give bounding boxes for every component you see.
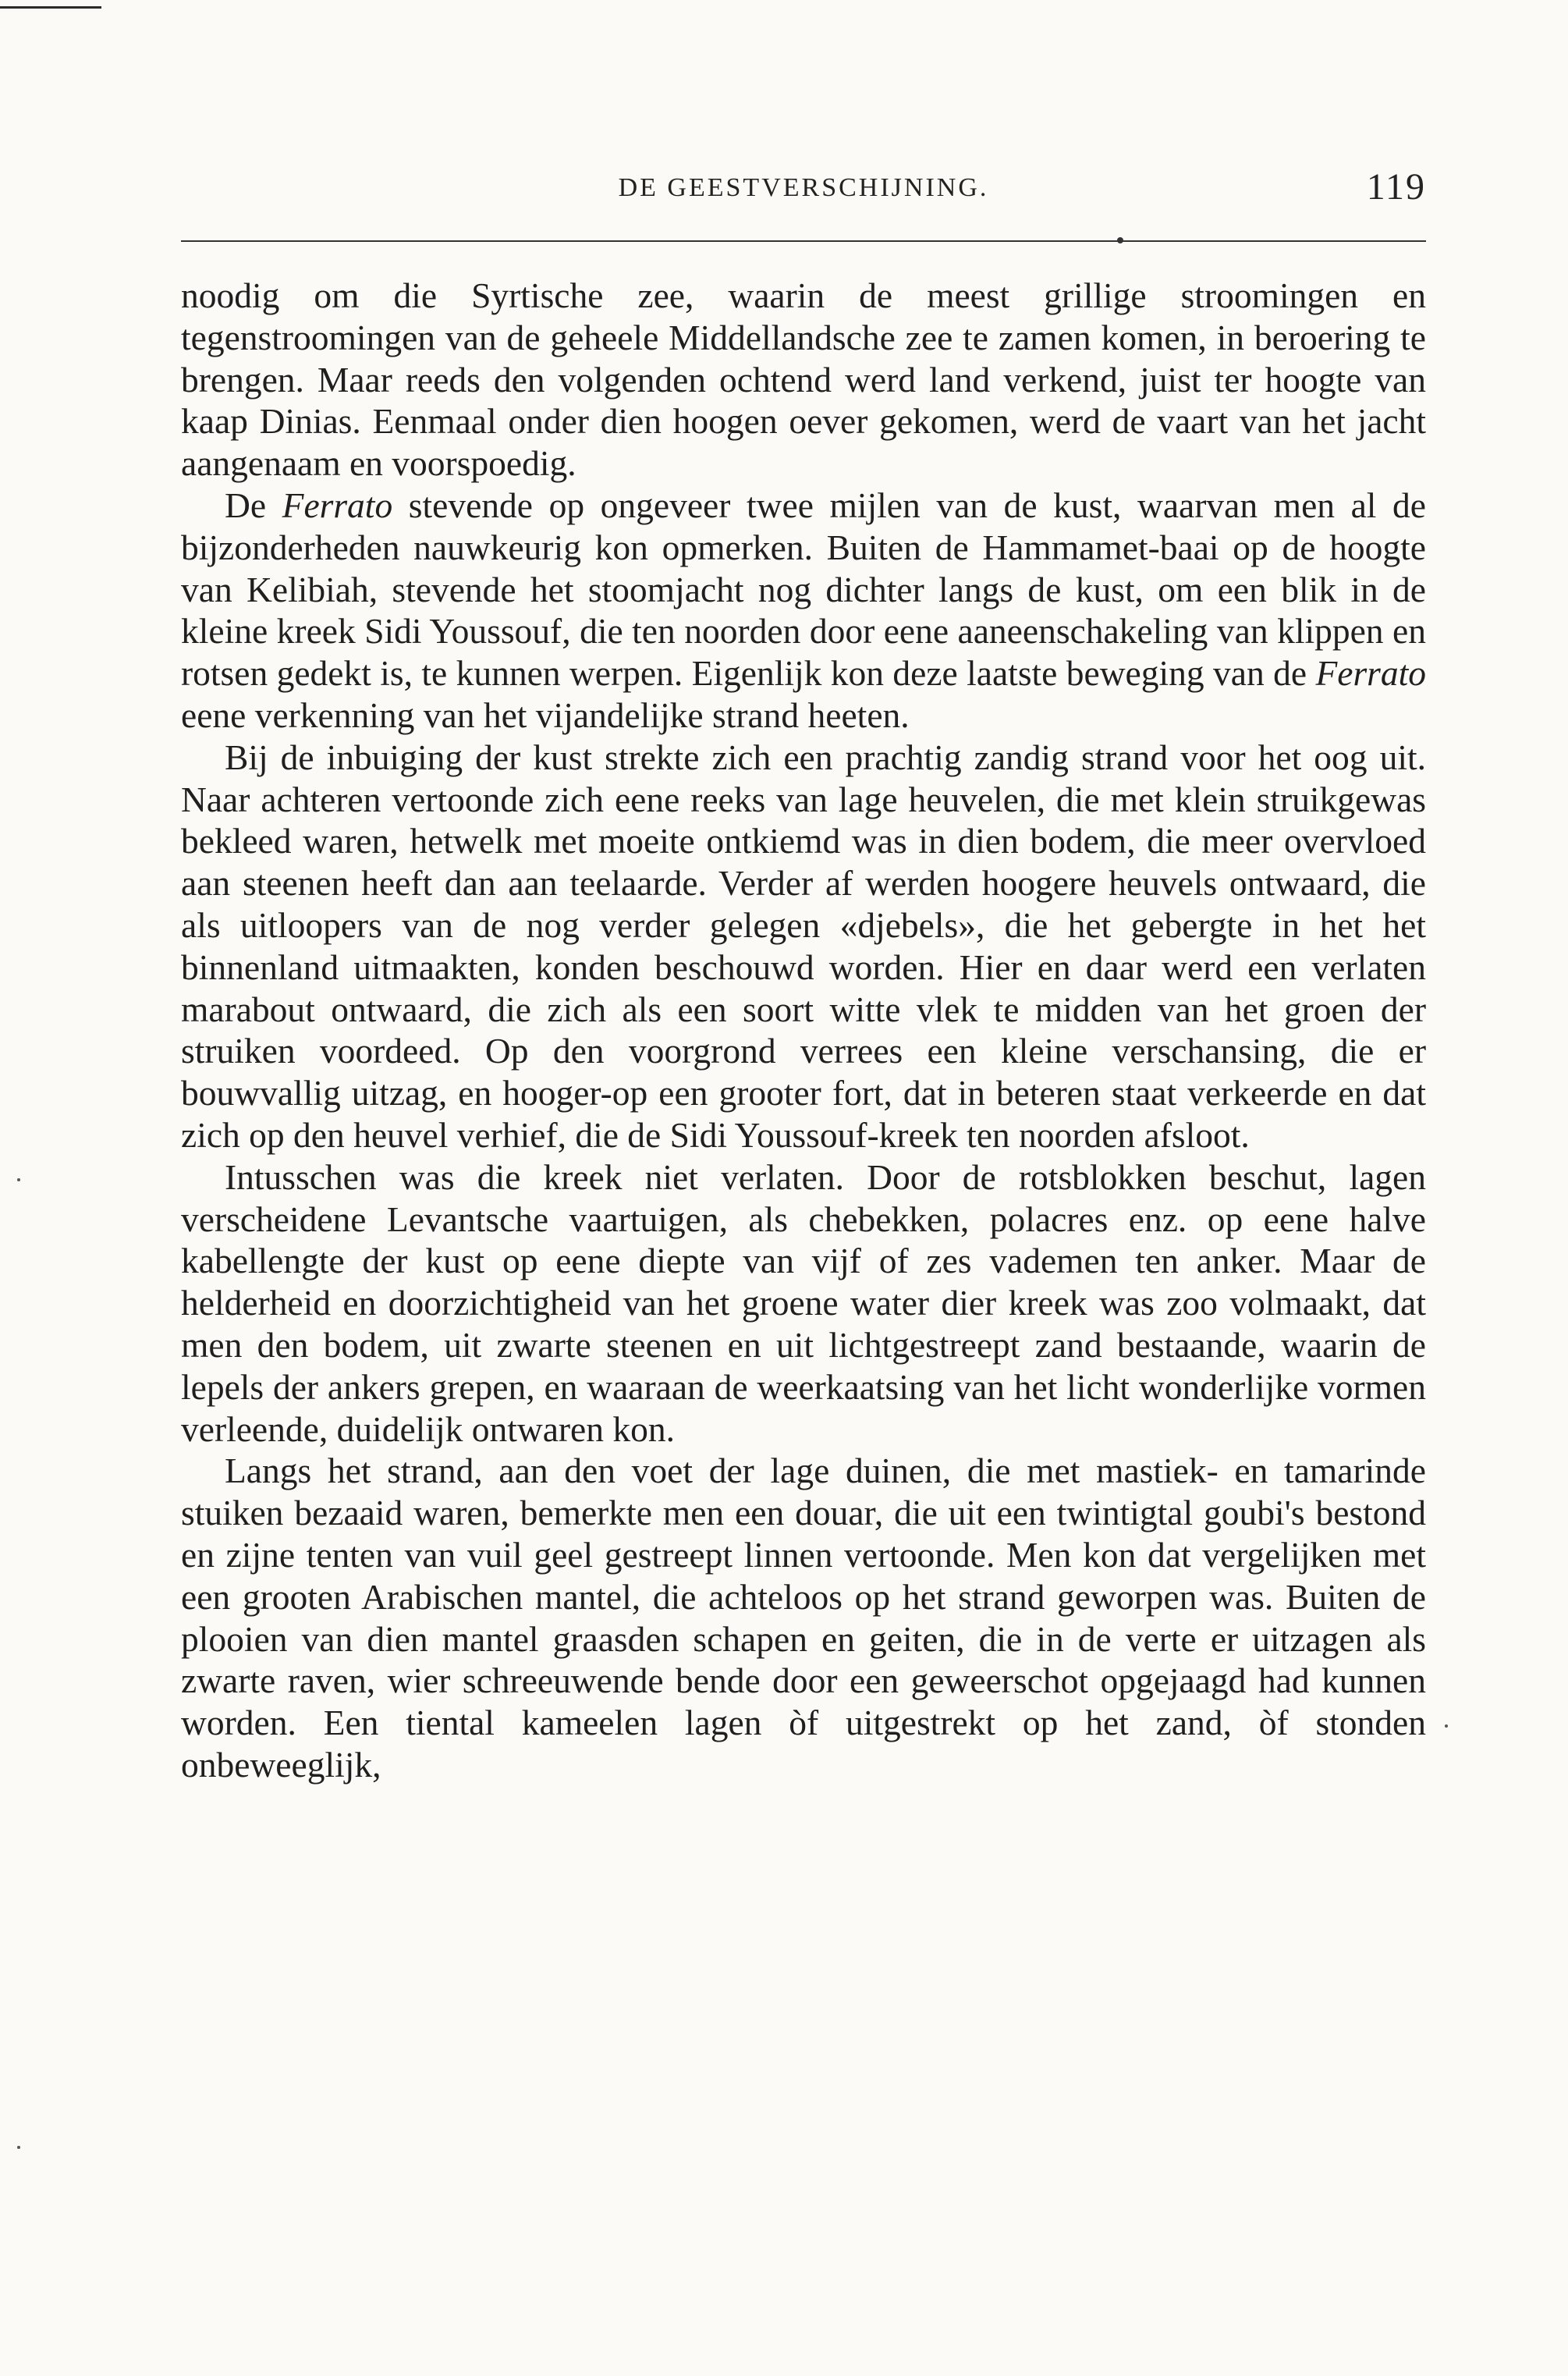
- scan-edge-mark: [0, 6, 101, 9]
- text-run: stevende op ongeveer twee mijlen van de kust, waarvan men al de bijzonderheden nauwkeurig kon opmerken. Buiten de Hammamet-baai op de hoogte van Kelibiah, stevende het stoomjacht nog dichter langs de kust, om een blik in de kleine kreek Sidi Youssouf, die ten noorden door eene aaneenschakeling van klippen en rotsen gedekt is, te kunnen werpen. Eigenlijk kon deze laatste beweging van de: [181, 485, 1426, 694]
- scan-speck: [17, 2146, 20, 2149]
- text-run: eene verkenning van het vijandelijke strand heeten.: [181, 694, 910, 735]
- paragraph-5: [181, 1450, 1426, 1785]
- header-rule-dot: [1117, 237, 1123, 243]
- page-number: 119: [1366, 166, 1426, 208]
- text-run: Intusschen was die kreek niet verlaten. Door de rotsblokken beschut, lagen verscheidene Levantsche vaartuigen, als chebekken, polacres enz. op eene halve kabellengte der kust op eene diepte van vijf of zes vademen ten anker. Maar de helderheid en doorzichtigheid van het groene water dier kreek was zoo volmaakt, dat men den bodem, uit zwarte steenen en uit lichtgestreept zand bestaande, waarin de lepels der ankers grepen, en waaraan de weerkaatsing van het licht wonderlijke vormen verleende, duidelijk ontwaren kon.: [181, 1156, 1426, 1449]
- header-rule: [181, 240, 1426, 242]
- text-run: noodig om die Syrtische zee, waarin de meest grillige stroomingen en tegenstroomingen van de geheele Middellandsche zee te zamen komen, in beroering te brengen. Maar reeds den volgenden ochtend werd land verkend, juist ter hoogte van kaap Dinias. Eenmaal onder dien hoogen oever gekomen, werd de vaart van het jacht aangenaam en voorspoedig.: [181, 275, 1426, 484]
- scan-speck: [17, 1178, 20, 1181]
- text-run: De: [225, 485, 282, 525]
- book-page: [181, 165, 1426, 1785]
- running-head: DE GEESTVERSCHIJNING.: [618, 173, 989, 202]
- paragraph-1: [181, 275, 1426, 485]
- text-run: Langs het strand, aan den voet der lage duinen, die met mastiek- en tamarinde stuiken bezaaid waren, bemerkte men een douar, die uit een twintigtal goubi's bestond en zijne tenten van vuil geel gestreept linnen vertoonde. Men kon dat vergelijken met een grooten Arabischen mantel, die achteloos op het strand geworpen was. Buiten de plooien van dien mantel graasden schapen en geiten, die in de verte er uitzagen als zwarte raven, wier schreeuwende bende door een geweerschot opgejaagd had kunnen worden. Een tiental kameelen lagen òf uitgestrekt op het zand, òf stonden onbeweeglijk,: [181, 1451, 1426, 1785]
- paragraph-3: [181, 737, 1426, 1156]
- italic-ship-name: Ferrato: [282, 485, 393, 525]
- paragraph-4: [181, 1156, 1426, 1451]
- scan-speck: [1445, 1724, 1448, 1728]
- body-text: [181, 275, 1426, 1786]
- text-run: Bij de inbuiging der kust strekte zich een prachtig zandig strand voor het oog uit. Naar achteren vertoonde zich eene reeks van lage heuvelen, die met klein struikgewas bekleed waren, hetwelk met moeite ontkiemd was in dien bodem, die meer overvloed aan steenen heeft dan aan teelaarde. Verder af werden hoogere heuvels ontwaard, die als uitloopers van de nog verder gelegen «djebels», die het gebergte in het het binnenland uitmaakten, konden beschouwd worden. Hier en daar werd een verlaten marabout ontwaard, die zich als een soort witte vlek te midden van het groen der struiken voordeed. Op den voorgrond verrees een kleine verschansing, die er bouwvallig uitzag, en hooger-op een grooter fort, dat in beteren staat verkeerde en dat zich op den heuvel verhief, die de Sidi Youssouf-kreek ten noorden afsloot.: [181, 737, 1426, 1155]
- paragraph-2: [181, 485, 1426, 737]
- italic-ship-name: Ferrato: [1315, 653, 1426, 694]
- page-header: [181, 165, 1426, 215]
